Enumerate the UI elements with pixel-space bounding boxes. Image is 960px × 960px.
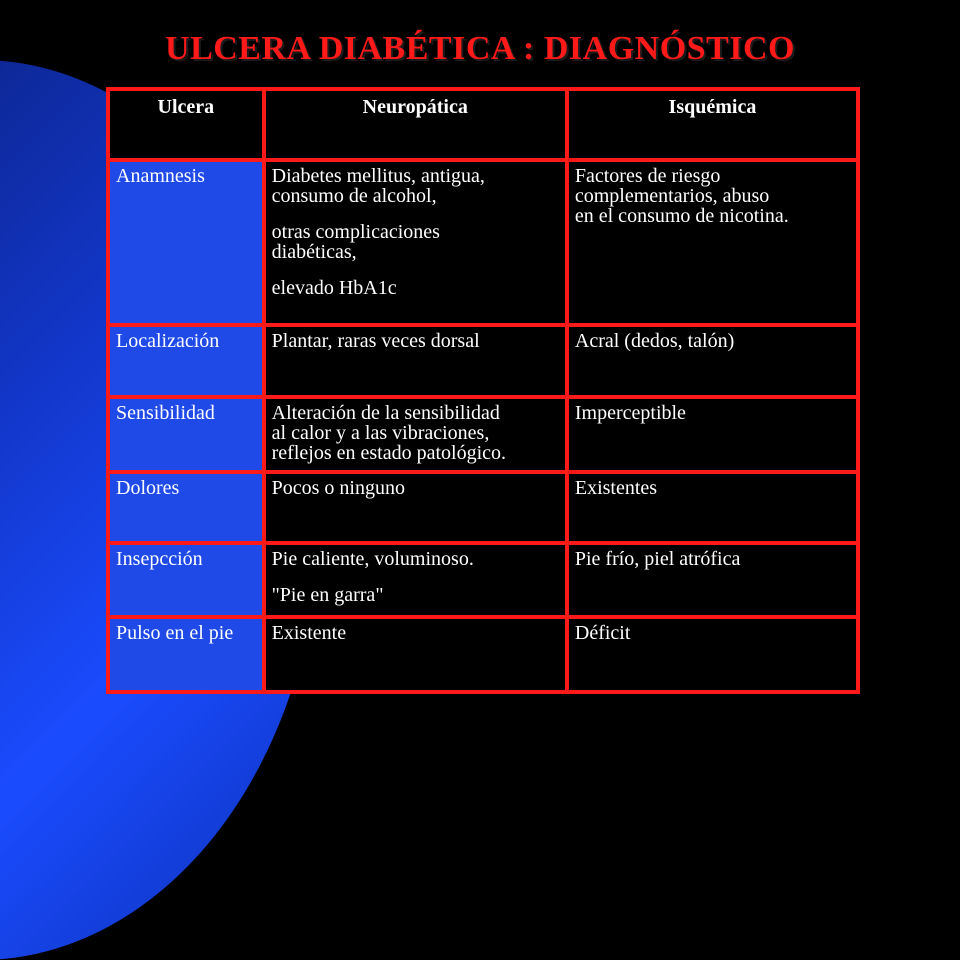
table-row	[110, 619, 856, 690]
neuro-cell	[266, 162, 565, 323]
row-label: Localización	[110, 327, 262, 394]
header-neuropatica: Neuropática	[266, 91, 565, 158]
cell-line: al calor y a las vibraciones,	[271, 421, 490, 444]
cell-line: Pocos o ninguno	[271, 477, 405, 499]
neuro-cell	[266, 545, 565, 614]
cell-line: Déficit	[574, 621, 631, 644]
row-label: Insepcción	[110, 545, 262, 614]
cell-line: consumo de alcohol,	[271, 185, 437, 208]
cell-line: Acral (dedos, talón)	[574, 330, 735, 353]
cell-line: elevado HbA1c	[271, 277, 397, 300]
isq-cell	[569, 545, 856, 614]
neuro-cell	[266, 474, 565, 541]
row-label: Anamnesis	[110, 162, 262, 323]
header-isquemica: Isquémica	[569, 91, 856, 158]
neuro-cell	[266, 327, 565, 394]
row-label: Pulso en el pie	[110, 619, 262, 690]
cell-line: reflejos en estado patológico.	[271, 441, 507, 464]
table-row	[110, 162, 856, 323]
row-label: Dolores	[110, 474, 262, 541]
diagnosis-table	[106, 87, 860, 694]
header-ulcera: Ulcera	[110, 91, 262, 158]
table-row	[110, 399, 856, 470]
cell-line: en el consumo de nicotina.	[574, 205, 789, 228]
cell-line: Imperceptible	[574, 401, 686, 424]
row-label: Sensibilidad	[110, 399, 262, 470]
cell-line: Diabetes mellitus, antigua,	[271, 165, 485, 188]
neuro-cell	[266, 619, 565, 690]
isq-cell	[569, 619, 856, 690]
isq-cell	[569, 162, 856, 323]
isq-cell	[569, 399, 856, 470]
cell-line: Existente	[271, 621, 347, 644]
table-row	[110, 474, 856, 541]
cell-line: "Pie en garra"	[271, 584, 384, 607]
slide-title: ULCERA DIABÉTICA : DIAGNÓSTICO	[165, 30, 795, 67]
cell-line: Existentes	[574, 477, 658, 499]
neuro-cell	[266, 399, 565, 470]
cell-line: otras complicaciones	[271, 221, 440, 244]
isq-cell	[569, 474, 856, 541]
cell-line: diabéticas,	[271, 241, 357, 264]
cell-line: Plantar, raras veces dorsal	[271, 330, 480, 353]
cell-line: complementarios, abuso	[574, 185, 770, 208]
isq-cell	[569, 327, 856, 394]
table-header-row	[110, 91, 856, 158]
cell-line: Factores de riesgo	[574, 165, 721, 188]
table-row	[110, 545, 856, 614]
cell-line: Pie frío, piel atrófica	[574, 548, 741, 571]
table-row	[110, 327, 856, 394]
cell-line: Alteración de la sensibilidad	[271, 401, 500, 424]
cell-line: Pie caliente, voluminoso.	[271, 548, 474, 571]
